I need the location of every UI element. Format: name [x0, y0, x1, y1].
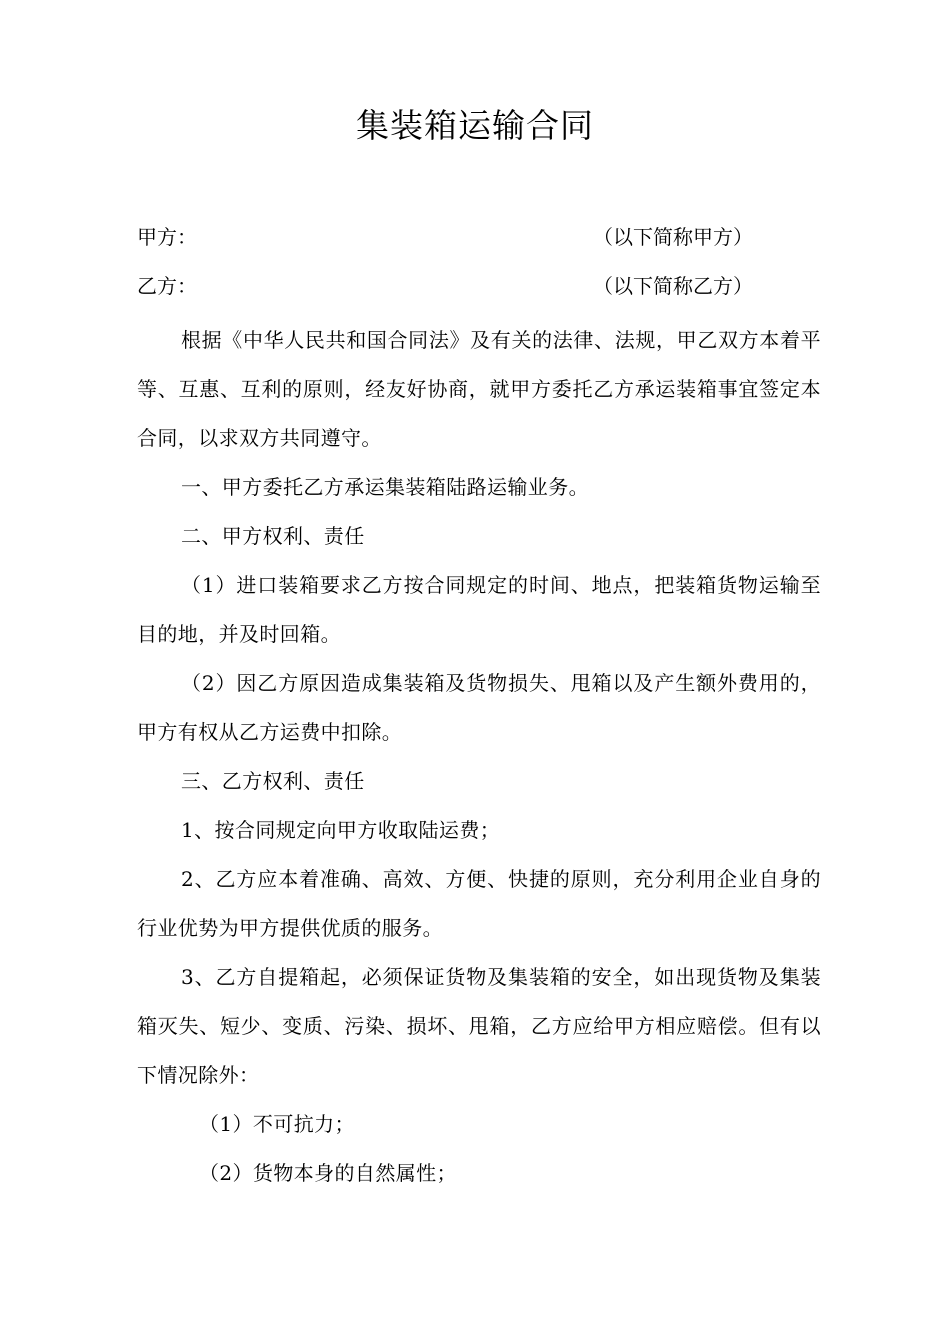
contract-body: [137, 316, 821, 1198]
paragraph-section-2-heading: 二、甲方权利、责任: [181, 524, 365, 548]
paragraph-section-2-item-1: （1）进口装箱要求乙方按合同规定的时间、地点，把装箱货物运输至目的地，并及时回箱。: [137, 573, 821, 646]
paragraph-exception-2: （2）货物本身的自然属性；: [199, 1161, 457, 1185]
paragraph-section-2-item-2: （2）因乙方原因造成集装箱及货物损失、甩箱以及产生额外费用的，甲方有权从乙方运费中扣除。: [137, 671, 821, 744]
paragraph-section-3-heading: 三、乙方权利、责任: [181, 769, 365, 793]
paragraph-section-3-item-1: 1、按合同规定向甲方收取陆运费；: [181, 818, 501, 842]
party-b-label: 乙方：: [137, 274, 197, 298]
party-a-label: 甲方：: [137, 225, 197, 249]
paragraph-preamble: 根据《中华人民共和国合同法》及有关的法律、法规，甲乙双方本着平等、互惠、互利的原则，经友好协商，就甲方委托乙方承运装箱事宜签定本合同，以求双方共同遵守。: [137, 328, 821, 450]
paragraph-section-3-item-2: 2、乙方应本着准确、高效、方便、快捷的原则，充分利用企业自身的行业优势为甲方提供优质的服务。: [137, 867, 821, 940]
party-a-note: （以下简称甲方）: [593, 225, 753, 249]
party-b-note: （以下简称乙方）: [593, 274, 753, 298]
paragraph-exception-1: （1）不可抗力；: [199, 1112, 355, 1136]
paragraph-section-1: 一、甲方委托乙方承运集装箱陆路运输业务。: [181, 475, 589, 499]
paragraph-section-3-item-3: 3、乙方自提箱起，必须保证货物及集装箱的安全，如出现货物及集装箱灭失、短少、变质、污染、损坏、甩箱，乙方应给甲方相应赔偿。但有以下情况除外：: [137, 965, 821, 1087]
page-title: 集装箱运输合同: [356, 106, 594, 145]
